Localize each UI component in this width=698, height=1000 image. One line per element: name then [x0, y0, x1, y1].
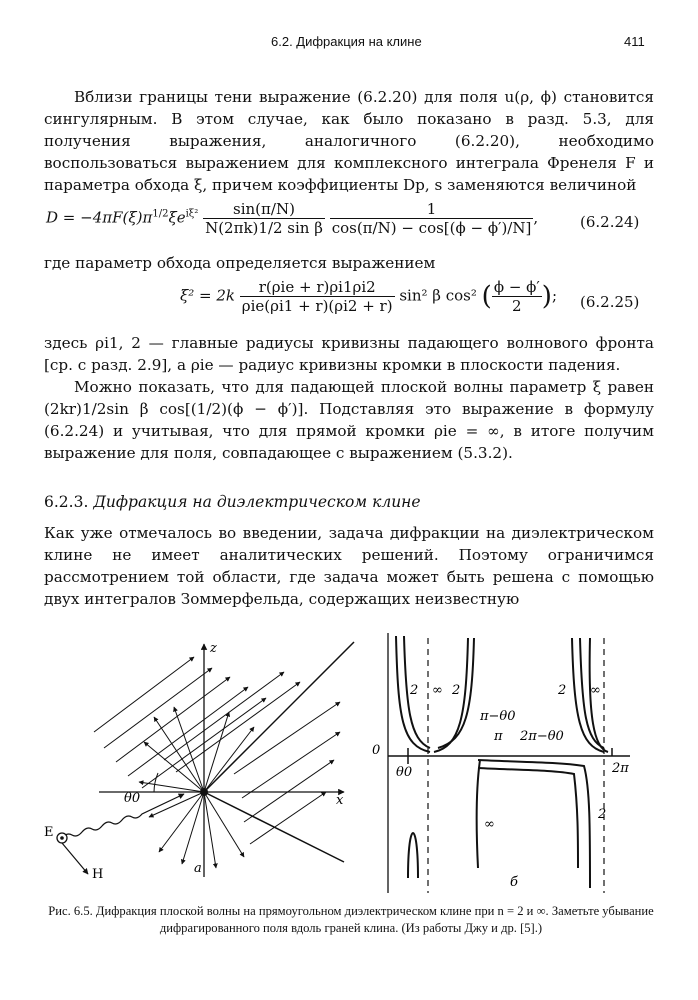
- eq-fraction-sin: $\frac{\sin(\pi/N)}{\text{N(2πk)1/2 sin β}}$: [205, 200, 323, 237]
- curve-label-n2-mid: 2: [452, 683, 461, 698]
- panel-b-label: б: [510, 875, 518, 890]
- paragraph-plane-wave: Можно показать, что для падающей плоской волны параметр ξ равен (2kr)1/2sin β cos[(1/2)(ϕ − ϕ′)]. Подставляя это выражение в формулу (6.2.24) и учитывая, что для прямой кромки ρie = ∞, в итоге получим выражение для поля, совпадающее с выражением (5.3.2).: [44, 378, 654, 462]
- h-field-label: H: [92, 867, 104, 882]
- label-pi-minus-theta0: π−θ0: [480, 709, 516, 724]
- equation-number-6-2-25: (6.2.25): [580, 293, 640, 311]
- label-pi: π: [494, 729, 503, 744]
- axis-z-label: z: [210, 641, 217, 656]
- figure-caption: Рис. 6.5. Дифракция плоской волны на прямоугольном диэлектрическом клине при n = 2 и ∞. Заметьте убывание дифрагированного поля вдоль граней клина. (Из работы Джу и др. [5].): [48, 904, 654, 935]
- page-number: 411: [624, 34, 645, 49]
- curve-label-n2-left: 2: [410, 683, 419, 698]
- eq-fraction-cos: $\frac{1}{\cos(\pi/N) - \cos[(\phi - \phi')/N]}$: [331, 200, 532, 237]
- running-header-title: 6.2. Дифракция на клине: [271, 34, 422, 49]
- paragraph-shadow-boundary: Вблизи границы тени выражение (6.2.20) для поля u(ρ, ϕ) становится сингулярным. В этом случае, как было показано в разд. 5.3, для получения выражения, аналогичного (6.2.20), необходимо воспользоваться выражением для комплексного интеграла Френеля F и параметра обхода ξ, причем коэффициенты Dp, s заменяются величиной: [44, 88, 654, 194]
- figure-b-field-pattern: [368, 628, 658, 898]
- curve-label-inf-left: ∞: [432, 683, 443, 698]
- eq-fraction-angle: $\frac{\phi - \phi'}{2}$: [493, 278, 540, 315]
- paragraph-parameter-defined: где параметр обхода определяется выражением: [44, 254, 436, 272]
- label-2pi: 2π: [612, 761, 629, 776]
- angle-theta0-label: θ0: [124, 791, 141, 806]
- figure-a-diffraction-rays: [44, 632, 364, 892]
- paragraph-radii: здесь ρi1, 2 — главные радиусы кривизны падающего волнового фронта [ср. с разд. 2.9], а ρie — радиус кривизны кромки в плоскости падения.: [44, 334, 654, 374]
- origin-label: 0: [372, 743, 381, 758]
- curve-label-inf-lower: ∞: [484, 817, 495, 832]
- section-heading: 6.2.3. Дифракция на диэлектрическом клине: [44, 493, 421, 511]
- label-2pi-minus-theta0: 2π−θ0: [520, 729, 564, 744]
- equation-number-6-2-24: (6.2.24): [580, 213, 640, 231]
- axis-x-label: x: [336, 793, 344, 808]
- tick-theta0-label: θ0: [396, 765, 413, 780]
- panel-a-label: a: [194, 861, 202, 876]
- curve-label-inf-right: ∞: [590, 683, 601, 698]
- curve-label-n2-lower: 2: [598, 807, 607, 822]
- e-field-label: E: [44, 825, 54, 840]
- eq-fraction-radii: $\frac{\text{r(ρie + r)ρi1ρi2}}{\text{ρie(ρi1 + r)(ρi2 + r)}}$: [241, 278, 393, 315]
- curve-label-n2-right: 2: [558, 683, 567, 698]
- equation-6-2-25: ξ² = 2k $\frac{\text{r(ρie + r)ρi1ρi2}}{\text{ρie(ρi1 + r)(ρi2 + r)}}$ sin² β cos² ( $\frac{\phi - \phi'}{2}$ );: [180, 278, 558, 315]
- paragraph-dielectric-wedge: Как уже отмечалось во введении, задача дифракции на диэлектрическом клине не имеет аналитических решений. Поэтому ограничимся рассмотрением той области, где задача может быть решена с помощью двух интегралов Зоммерфельда, содержащих неизвестную: [44, 524, 654, 608]
- equation-6-2-24: $D = -4\pi F(\xi)\pi^{1/2}\xi e^{i\xi^2}$ $\frac{\sin(\pi/N)}{\text{N(2πk)1/2 sin β}}$ $\frac{1}{\cos(\pi/N) - \cos[(\phi - \phi')/N]}$ ,: [46, 200, 539, 237]
